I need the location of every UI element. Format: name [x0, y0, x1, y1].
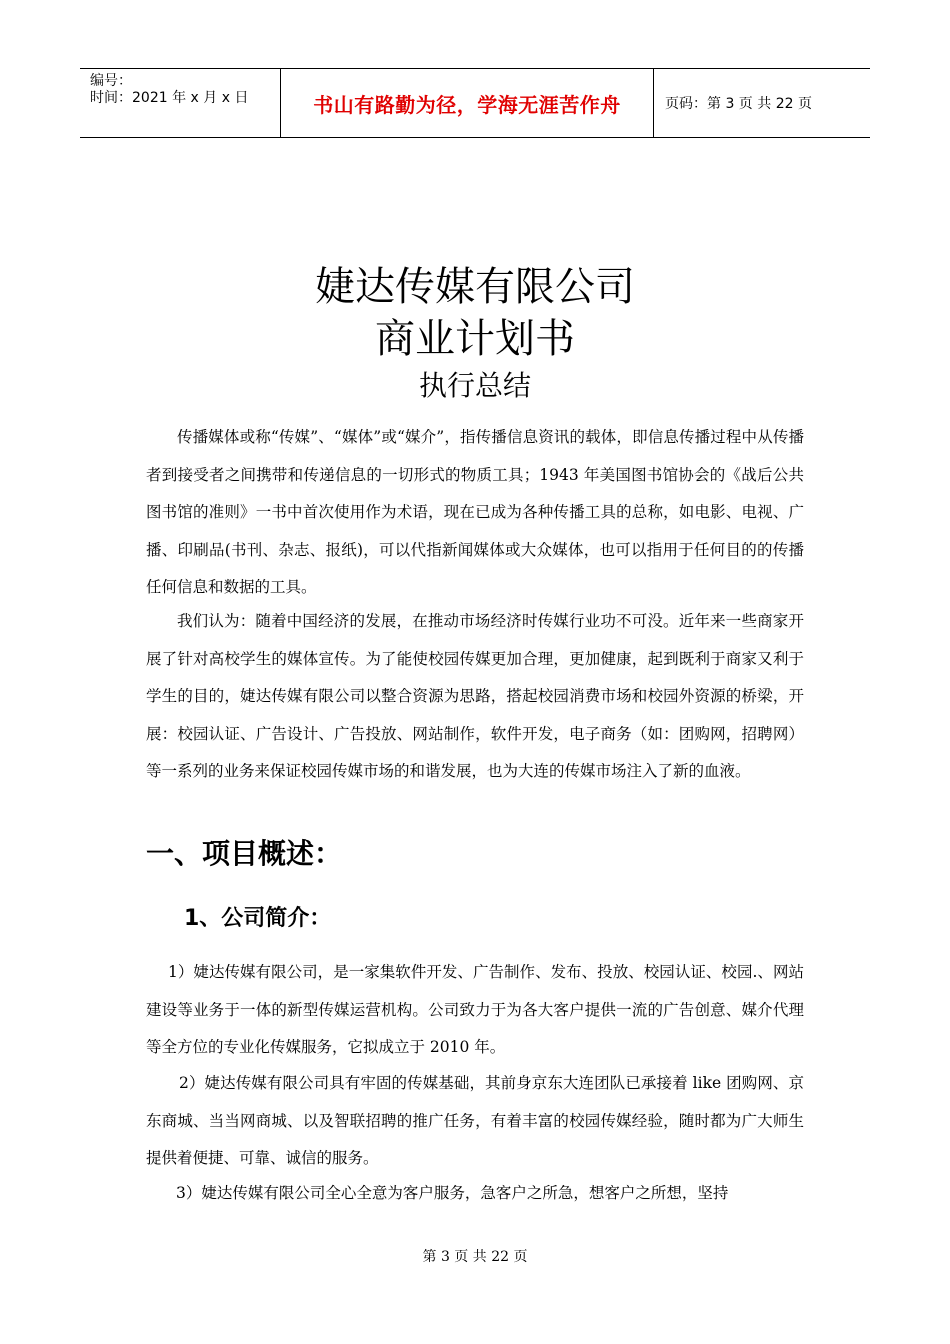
paragraph-intro-1: 1）婕达传媒有限公司，是一家集软件开发、广告制作、发布、投放、校园认证、校园.、网站建设等业务于一体的新型传媒运营机构。公司致力于为各大客户提供一流的广告创意、媒介代理等全方位的专业化传媒服务，它拟成立于 2010 年。 [146, 963, 804, 1056]
document-number-label: 编号： [90, 73, 132, 89]
document-title: 商业计划书 [375, 316, 575, 362]
paragraph-intro-3: 3）婕达传媒有限公司全心全意为客户服务，急客户之所急，想客户之所想，坚持 [176, 1184, 729, 1202]
page-footer: 第 3 页 共 22 页 [422, 1249, 528, 1265]
subsection-heading-company-intro: 1、公司简介： [184, 906, 332, 931]
page-header [80, 68, 870, 138]
header-meta [80, 69, 281, 137]
section-heading-project-overview: 一、项目概述： [146, 837, 343, 870]
document-date: 时间：2021 年 x 月 x 日 [90, 90, 249, 106]
paragraph-company-vision: 我们认为：随着中国经济的发展，在推动市场经济时传媒行业功不可没。近年来一些商家开展了针对高校学生的媒体宣传。为了能使校园传媒更加合理，更加健康，起到既利于商家又利于学生的目的，婕达传媒有限公司以整合资源为思路，搭起校园消费市场和校园外资源的桥梁，开展：校园认证、广告设计、广告投放、网站制作，软件开发，电子商务（如：团购网，招聘网）等一系列的业务来保证校园传媒市场的和谐发展，也为大连的传媒市场注入了新的血液。 [146, 612, 804, 780]
paragraph-intro-2: 2）婕达传媒有限公司具有牢固的传媒基础，其前身京东大连团队已承接着 like 团购网、京东商城、当当网商城、以及智联招聘的推广任务，有着丰富的校园传媒经验，随时都为广大师生提供着便捷、可靠、诚信的服务。 [146, 1074, 804, 1167]
header-motto: 书山有路勤为径，学海无涯苦作舟 [281, 69, 654, 137]
section-title-executive-summary: 执行总结 [418, 369, 531, 402]
paragraph-media-definition: 传播媒体或称“传媒”、“媒体”或“媒介”，指传播信息资讯的载体，即信息传播过程中从传播者到接受者之间携带和传递信息的一切形式的物质工具；1943 年美国图书馆协会的《战后公共图书馆的准则》一书中首次使用作为术语，现在已成为各种传播工具的总称，如电影、电视、广播、印刷品(书刊、杂志、报纸)，可以代指新闻媒体或大众媒体，也可以指用于任何目的的传播任何信息和数据的工具。 [146, 428, 804, 596]
header-page-info: 页码：第 3 页 共 22 页 [665, 96, 812, 112]
company-title: 婕达传媒有限公司 [315, 264, 635, 310]
